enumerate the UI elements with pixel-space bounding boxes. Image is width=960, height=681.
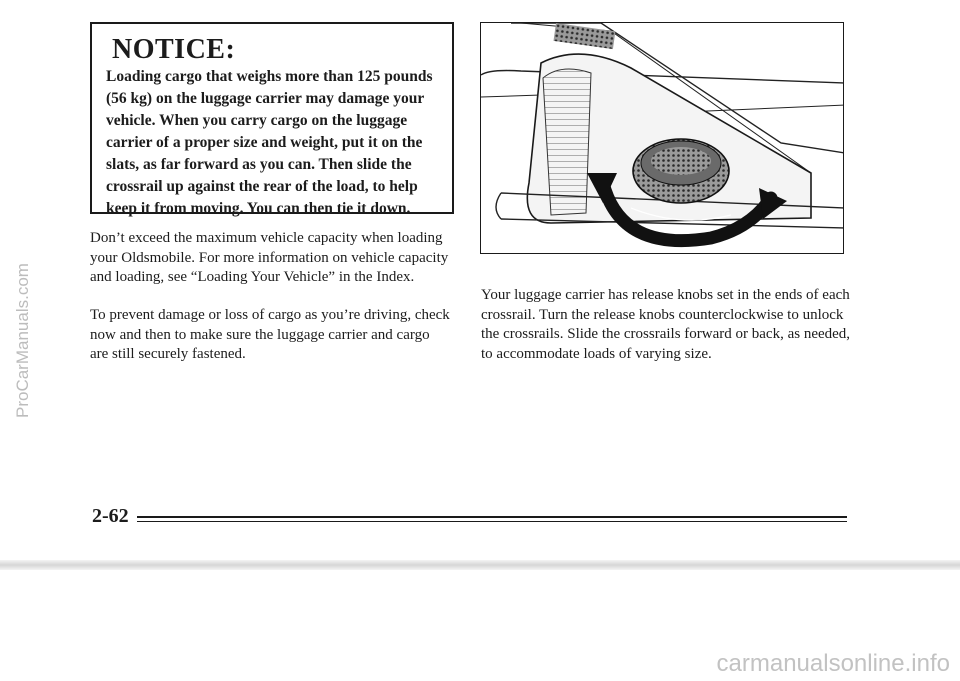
notice-text: Loading cargo that weighs more than 125 pounds (56 kg) on the luggage carrier may damage your vehicle. When you carry cargo on the luggage carrier of a proper size and weight, put it on the slats, as far forward as you can. Then slide the crossrail up against the rear of the load, to help keep it from moving. You can then tie it down. xyxy=(106,68,433,217)
page-number: 2-62 xyxy=(92,505,129,527)
cargo-check-paragraph: To prevent damage or loss of cargo as you’re driving, check now and then to make sure the luggage carrier and cargo are still securely fastened. xyxy=(90,307,450,362)
notice-box xyxy=(90,22,454,217)
release-knob-paragraph: Your luggage carrier has release knobs set in the ends of each crossrail. Turn the release knobs counterclockwise to unlock the crossrails. Slide the crossrails forward or back, as needed, to accommodate loads of varying size. xyxy=(481,287,851,362)
bottom-watermark: carmanualsonline.info xyxy=(716,650,950,677)
footer-rule xyxy=(137,516,847,522)
side-watermark: ProCarManuals.com xyxy=(13,263,32,418)
capacity-paragraph: Don’t exceed the maximum vehicle capacity when loading your Oldsmobile. For more information on vehicle capacity and loading, see “Loading Your Vehicle” in the Index. xyxy=(90,230,449,285)
luggage-carrier-illustration xyxy=(480,22,844,254)
scan-band xyxy=(0,560,960,570)
notice-title: NOTICE: xyxy=(112,34,236,65)
